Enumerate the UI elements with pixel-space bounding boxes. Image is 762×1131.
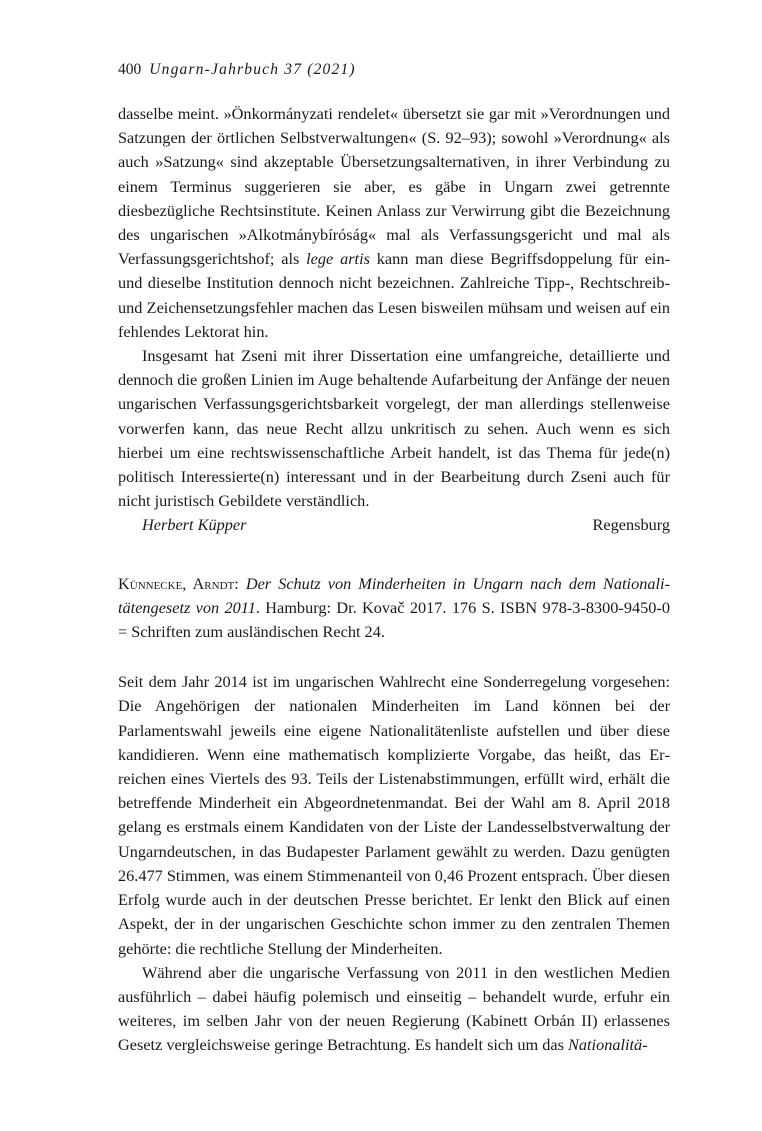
italic-term: Nationalitä-: [568, 1035, 648, 1055]
reviewer-name: Herbert Küpper: [142, 515, 247, 535]
page-number: 400: [118, 61, 142, 78]
book-details: . Hamburg: Dr. Kovač 2017. 176 S. ISBN 978-3-8300-9450-0 = Schriften zum ausländischen Recht 24.: [118, 597, 670, 642]
italic-term: lege artis: [306, 249, 370, 269]
review-body-1: [118, 102, 670, 513]
text-span: Während aber die ungarische Verfassung von 2011 in den westlichen Medien ausführlich – dabei häufig polemisch und einseitig – behandelt wurde, erfuhr ein weiteres, im selben Jahr von der neuen Regierung (Kabinett Orbán II) erlassenes Gesetz vergleichsweise geringe Betrachtung. Es handelt sich um das: [118, 962, 670, 1055]
paragraph: [118, 961, 670, 1058]
document-page: [118, 58, 670, 1058]
running-head: [118, 58, 670, 82]
paragraph: Insgesamt hat Zseni mit ihrer Dissertation eine umfangreiche, detaillierte und dennoch die großen Linien im Auge behaltende Aufarbeitung der Anfänge der neuen ungarischen Verfassungsgerichtsbarkeit vorgelegt, der man allerdings stellenweise vorwerfen kann, das neue Recht allzu unkritisch zu sehen. Auch wenn es sich hierbei um eine rechtswissenschaftliche Arbeit handelt, ist das Thema für jede(n) politisch Interessierte(n) interessant und in der Bearbeitung durch Zseni auch für nicht juristisch Gebildete verständlich.: [118, 346, 670, 511]
paragraph: [118, 102, 670, 344]
review-body-2: [118, 670, 670, 1057]
text-span: dasselbe meint. »Önkormányzati rendelet« übersetzt sie gar mit »Verordnungen und Satzungen der örtlichen Selbstverwaltungen« (S. 92–93); sowohl »Verordnung« als auch »Satzung« sind akzeptable Übersetzungsalternativen, in ihrer Verbindung zu einem Terminus suggerieren sie aber, es gäbe in Ungarn zwei getrennte diesbezügliche Rechtsinstitute. Keinen Anlass zur Verwirrung gibt die Bezeichnung des ungarischen »Alkotmánybíróság« mal als Verfassungsgericht und mal als Verfassungsgerichtshof; als: [118, 104, 670, 269]
journal-title: Ungarn-Jahrbuch 37 (2021): [149, 61, 356, 78]
book-author: Künnecke, Arndt: [118, 573, 235, 593]
review-signature: [118, 513, 670, 537]
bibliographic-entry: [118, 572, 670, 645]
paragraph: Seit dem Jahr 2014 ist im ungarischen Wahlrecht eine Sonderregelung vorgesehen: Die Angehörigen der nationalen Minderheiten im Land können bei der Parlamentswahl jeweils eine eigene Nationalitätenliste aufstellen und über diese kandidieren. Wenn eine mathematisch komplizierte Vorgabe, das heißt, das Erreichen eines Viertels des 93. Teils der Listenabstimmungen, erfüllt wird, erhält die betreffende Minderheit ein Abgeordnetenmandat. Bei der Wahl am 8. April 2018 gelang es erstmals einem Kandidaten von der Liste der Landesselbstverwaltung der Ungarndeutschen, in das Budapester Parlament gewählt zu werden. Dazu genügten 26.477 Stimmen, was einem Stimmenanteil von 0,46 Prozent entsprach. Über diesen Erfolg wurde auch in der deutschen Presse berichtet. Er lenkt den Blick auf einen Aspekt, der in der ungarischen Geschichte schon immer zu den zentralen Themen gehörte: die rechtliche Stellung der Minderheiten.: [118, 672, 670, 958]
reviewer-location: Regensburg: [592, 515, 670, 535]
text-span: kann man diese Begriffsdoppelung für ein- und dieselbe Institution dennoch nicht bezeichnen. Zahlreiche Tipp-, Rechtschreib- und Zeichensetzungsfehler machen das Lesen bisweilen mühsam und weisen auf ein fehlendes Lektorat hin.: [118, 249, 671, 341]
book-title: Der Schutz von Minderheiten in Ungarn nach dem Nationalitätengesetz von 2011: [118, 573, 670, 617]
separator: :: [234, 573, 246, 593]
